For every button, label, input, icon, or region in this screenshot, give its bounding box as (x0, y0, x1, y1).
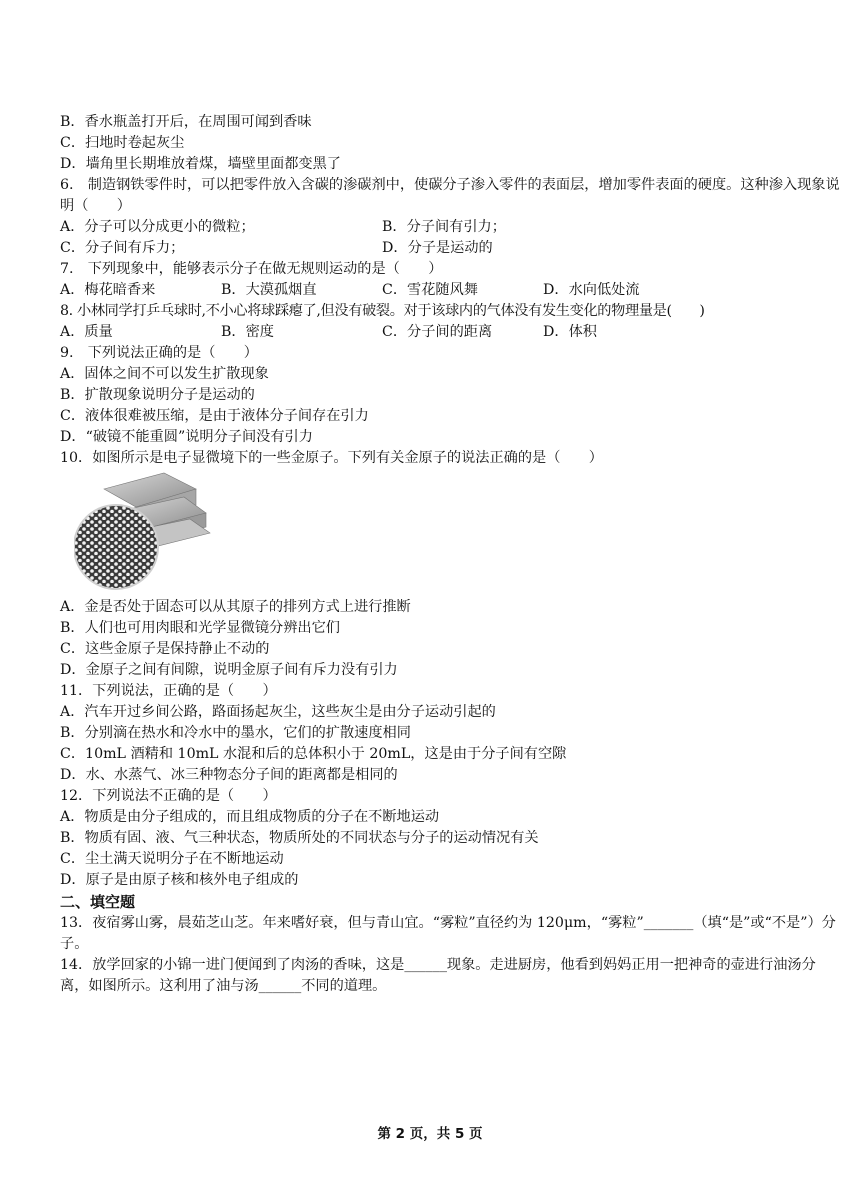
question-7-options (60, 280, 840, 301)
question-12-option-a: A．物质是由分子组成的，而且组成物质的分子在不断地运动 (60, 809, 440, 825)
option-d-text: D．墙角里长期堆放着煤，墙壁里面都变黑了 (60, 156, 341, 172)
question-8-options (60, 322, 840, 343)
page-footer: 第 2 页，共 5 页 (377, 1126, 483, 1142)
question-7-option-a: A．梅花暗香来 (60, 282, 156, 298)
question-12-option-b: B．物质有固、液、气三种状态，物质所处的不同状态与分子的运动情况有关 (60, 830, 539, 846)
question-8: 8. 小林同学打乒乓球时,不小心将球踩瘪了,但没有破裂。对于该球内的气体没有发生变化的物理量是( ) (60, 303, 705, 319)
option-b-text: B．香水瓶盖打开后，在周围可闻到香味 (60, 114, 312, 130)
question-10-option-d: D．金原子之间有间隙，说明金原子间有斥力没有引力 (60, 662, 398, 678)
question-10-option-b: B．人们也可用肉眼和光学显微镜分辨出它们 (60, 620, 340, 636)
question-14: 14．放学回家的小锦一进门便闻到了肉汤的香味，这是______现象。走进厨房，他看到妈妈正用一把神奇的壶进行油汤分离，如图所示。这利用了油与汤______不同的道理。 (60, 957, 816, 994)
question-9-option-b: B．扩散现象说明分子是运动的 (60, 387, 255, 403)
question-10: 10．如图所示是电子显微境下的一些金原子。下列有关金原子的说法正确的是（ ） (60, 450, 603, 466)
question-13: 13．夜宿雾山雾，晨茹芝山芝。年来嗜好衰，但与青山宜。“雾粒”直径约为 120μm，“雾粒”_______（填“是”或“不是”）分子。 (60, 915, 836, 952)
question-9-option-d: D．“破镜不能重圆”说明分子间没有引力 (60, 429, 313, 445)
question-12-option-d: D．原子是由原子核和核外电子组成的 (60, 872, 299, 888)
question-10-option-c: C．这些金原子是保持静止不动的 (60, 641, 270, 657)
gold-atoms-illustration (74, 471, 214, 593)
question-6-options-row2 (60, 238, 840, 259)
question-11-option-a: A．汽车开过乡间公路，路面扬起灰尘，这些灰尘是由分子运动引起的 (60, 704, 496, 720)
section-heading-fill-in: 二、填空题 (60, 893, 136, 911)
question-8-option-a: A．质量 (60, 324, 113, 340)
question-7-option-d: D．水向低处流 (543, 282, 640, 298)
option-c-text: C．扫地时卷起灰尘 (60, 135, 185, 151)
question-6-options-row1 (60, 217, 840, 238)
question-7-option-b: B．大漠孤烟直 (221, 282, 317, 298)
exam-page (60, 112, 840, 997)
question-11: 11．下列说法，正确的是（ ） (60, 683, 277, 699)
question-6-option-c: C．分子间有斥力； (60, 240, 185, 256)
question-11-option-d: D．水、水蒸气、冰三种物态分子间的距离都是相同的 (60, 767, 398, 783)
question-6: 6. 制造钢铁零件时，可以把零件放入含碳的渗碳剂中，使碳分子渗入零件的表面层，增加零件表面的硬度。这种渗入现象说明（ ） (60, 177, 840, 214)
question-9-option-a: A．固体之间不可以发生扩散现象 (60, 366, 269, 382)
question-6-option-b: B．分子间有引力； (382, 219, 506, 235)
gold-atoms-micrograph (74, 471, 214, 593)
question-6-option-a: A．分子可以分成更小的微粒； (60, 219, 255, 235)
question-11-option-b: B．分别滴在热水和冷水中的墨水，它们的扩散速度相同 (60, 725, 411, 741)
question-7-option-c: C．雪花随风舞 (382, 282, 478, 298)
question-10-option-a: A．金是否处于固态可以从其原子的排列方式上进行推断 (60, 599, 411, 615)
question-9-option-c: C．液体很难被压缩，是由于液体分子间存在引力 (60, 408, 369, 424)
question-8-option-b: B．密度 (221, 324, 274, 340)
question-8-option-c: C．分子间的距离 (382, 324, 493, 340)
question-9: 9. 下列说法正确的是（ ） (60, 345, 258, 361)
question-12-option-c: C．尘土满天说明分子在不断地运动 (60, 851, 284, 867)
question-12: 12．下列说法不正确的是（ ） (60, 788, 277, 804)
question-7: 7. 下列现象中，能够表示分子在做无规则运动的是（ ） (60, 261, 443, 277)
question-6-option-d: D．分子是运动的 (382, 240, 493, 256)
question-8-option-d: D．体积 (543, 324, 597, 340)
question-11-option-c: C．10mL 酒精和 10mL 水混和后的总体积小于 20mL，这是由于分子间有空隙 (60, 746, 567, 762)
